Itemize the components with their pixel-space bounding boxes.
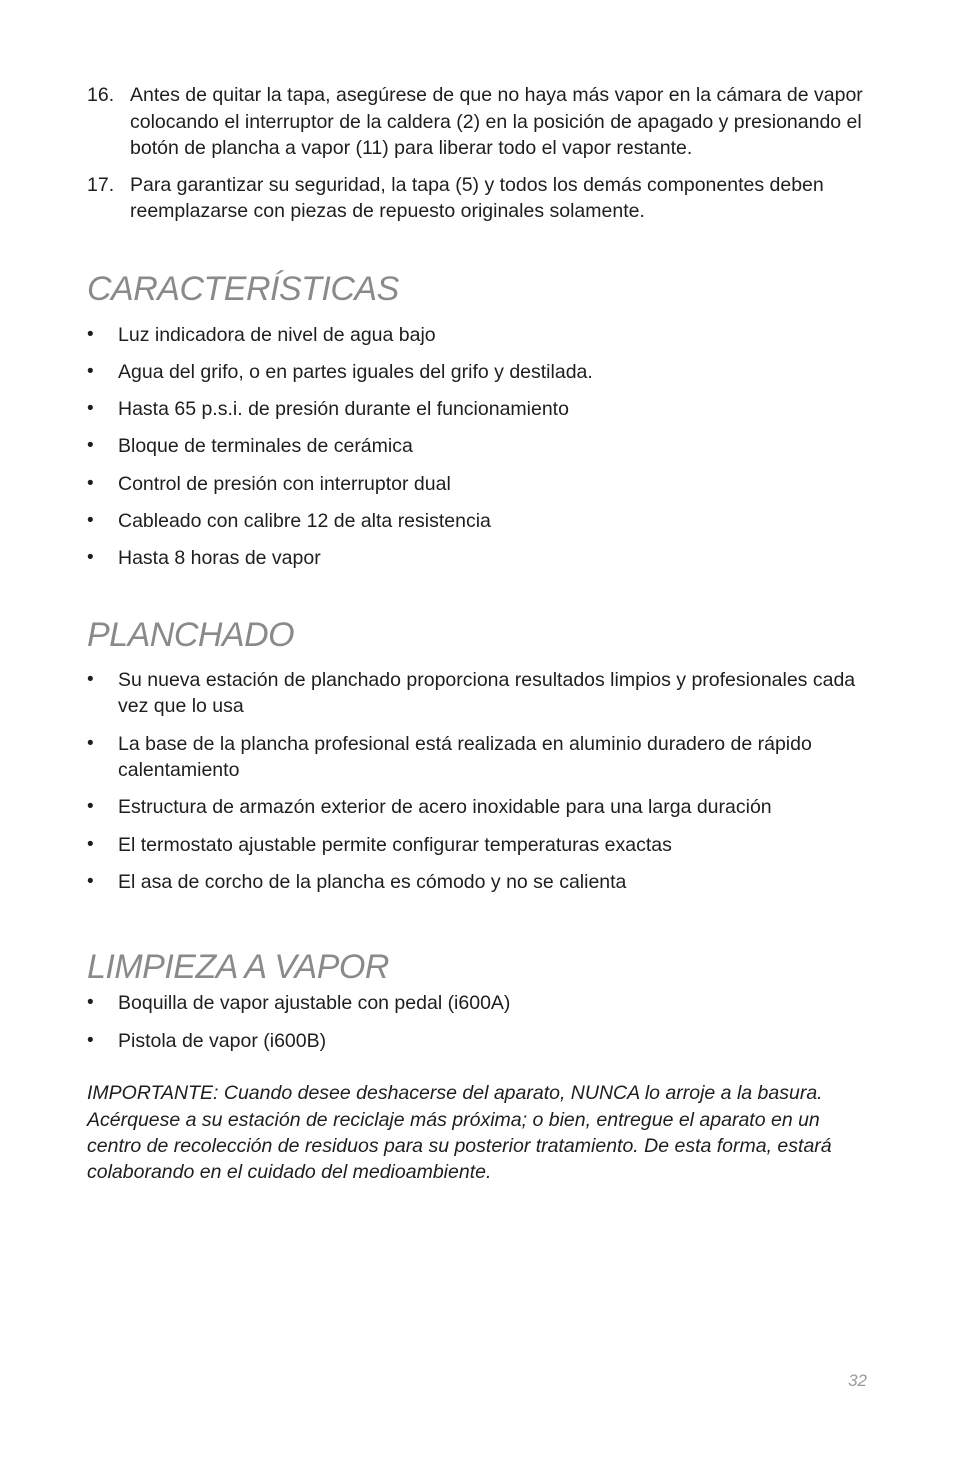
bullet-icon: • [87, 360, 94, 382]
important-note: IMPORTANTE: Cuando desee deshacerse del aparato, NUNCA lo arroje a la basura. Acérquese a su estación de reciclaje más próxima; o bien, entregue el aparato en un centro de recolección de residuos para su posterior tratamiento. De esta forma, estará colaborando en el cuidado del medioambiente. [87, 1082, 832, 1184]
list-item: • Estructura de armazón exterior de acero inoxidable para una larga duración [87, 794, 867, 821]
item-number: 17. [87, 173, 115, 196]
ironing-list [87, 667, 867, 896]
bullet-icon: • [87, 668, 94, 690]
bullet-icon: • [87, 547, 94, 569]
list-item: • Hasta 8 horas de vapor [87, 545, 867, 572]
list-item: • Pistola de vapor (i600B) [87, 1028, 867, 1055]
item-text: Para garantizar su seguridad, la tapa (5) y todos los demás componentes deben reemplazarse con piezas de repuesto originales solamente. [130, 173, 824, 222]
list-item: • Su nueva estación de planchado proporciona resultados limpios y profesionales cada vez que lo usa [87, 667, 867, 720]
bullet-icon: • [87, 472, 94, 494]
document-page [87, 82, 867, 1205]
list-item: • Hasta 65 p.s.i. de presión durante el funcionamiento [87, 396, 867, 423]
list-item: • El termostato ajustable permite configurar temperaturas exactas [87, 832, 867, 859]
numbered-item-17 [87, 172, 867, 225]
section-title-features: CARACTERÍSTICAS [87, 269, 399, 308]
bullet-icon: • [87, 992, 94, 1014]
section-title-ironing: PLANCHADO [87, 615, 295, 654]
bullet-icon: • [87, 1029, 94, 1051]
list-item: • Boquilla de vapor ajustable con pedal (i600A) [87, 990, 867, 1017]
list-item: • Bloque de terminales de cerámica [87, 433, 867, 460]
section-title-steam-cleaning: LIMPIEZA A VAPOR [87, 948, 389, 987]
list-item: • Luz indicadora de nivel de agua bajo [87, 322, 867, 349]
bullet-icon: • [87, 398, 94, 420]
bullet-icon: • [87, 796, 94, 818]
list-item: • El asa de corcho de la plancha es cómodo y no se calienta [87, 869, 867, 896]
item-number: 16. [87, 84, 115, 106]
bullet-icon: • [87, 870, 94, 892]
list-item: • Control de presión con interruptor dual [87, 471, 867, 498]
numbered-item-16 [87, 82, 867, 162]
list-item: • Cableado con calibre 12 de alta resistencia [87, 508, 867, 535]
list-item: • Agua del grifo, o en partes iguales del grifo y destilada. [87, 359, 867, 386]
steam-cleaning-list [87, 990, 867, 1054]
list-item: • La base de la plancha profesional está realizada en aluminio duradero de rápido calentamiento [87, 731, 867, 784]
numbered-list [87, 82, 867, 225]
item-text: Antes de quitar la tapa, asegúrese de que no haya más vapor en la cámara de vapor colocando el interruptor de la caldera (2) en la posición de apagado y presionando el botón de plancha a vapor (11) para liberar todo el vapor restante. [130, 84, 863, 159]
bullet-icon: • [87, 833, 94, 855]
page-number: 32 [848, 1371, 867, 1390]
bullet-icon: • [87, 509, 94, 531]
bullet-icon: • [87, 435, 94, 457]
bullet-icon: • [87, 732, 94, 754]
bullet-icon: • [87, 323, 94, 345]
features-list [87, 322, 867, 572]
